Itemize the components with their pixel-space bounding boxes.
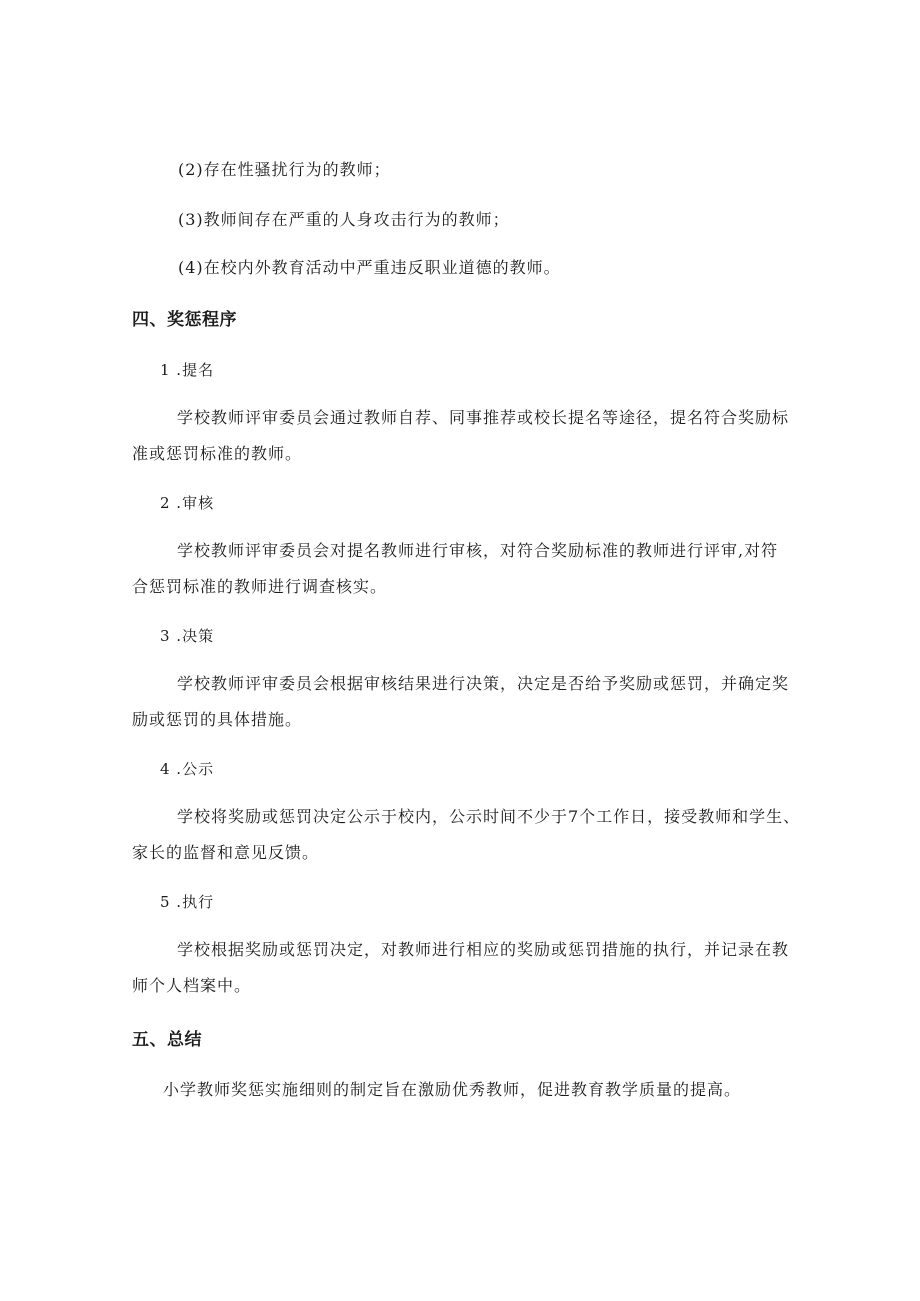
- section-5-heading: 五、总结: [132, 1030, 202, 1050]
- step-1-paragraph-line-1: 学校教师评审委员会通过教师自荐、同事推荐或校长提名等途径，提名符合奖励标: [177, 408, 790, 427]
- list-item-2: (2)存在性骚扰行为的教师；: [178, 160, 391, 179]
- step-4-paragraph-line-2: 家长的监督和意见反馈。: [132, 843, 320, 862]
- step-4-label: 4 .公示: [160, 760, 215, 778]
- summary-paragraph: 小学教师奖惩实施细则的制定旨在激励优秀教师，促进教育教学质量的提高。: [163, 1080, 742, 1099]
- step-5-paragraph-line-2: 师个人档案中。: [132, 976, 252, 995]
- step-3-paragraph-line-1: 学校教师评审委员会根据审核结果进行决策，决定是否给予奖励或惩罚，并确定奖: [177, 674, 790, 693]
- step-5-label: 5 .执行: [160, 893, 215, 911]
- step-5-paragraph-line-1: 学校根据奖励或惩罚决定，对教师进行相应的奖励或惩罚措施的执行，并记录在教: [177, 940, 790, 959]
- step-2-paragraph-line-1: 学校教师评审委员会对提名教师进行审核，对符合奖励标准的教师进行评审,对符: [177, 541, 779, 560]
- step-2-label: 2 .审核: [160, 494, 215, 512]
- step-1-label: 1 .提名: [160, 361, 215, 379]
- step-1-paragraph-line-2: 准或惩罚标准的教师。: [132, 444, 303, 463]
- step-4-paragraph-line-1: 学校将奖励或惩罚决定公示于校内，公示时间不少于7个工作日，接受教师和学生、: [177, 807, 801, 826]
- step-2-paragraph-line-2: 合惩罚标准的教师进行调查核实。: [132, 577, 388, 596]
- step-3-label: 3 .决策: [160, 627, 215, 645]
- list-item-4: (4)在校内外教育活动中严重违反职业道德的教师。: [178, 258, 561, 277]
- list-item-3: (3)教师间存在严重的人身攻击行为的教师；: [178, 210, 510, 229]
- section-4-heading: 四、奖惩程序: [132, 310, 237, 330]
- step-3-paragraph-line-2: 励或惩罚的具体措施。: [132, 710, 303, 729]
